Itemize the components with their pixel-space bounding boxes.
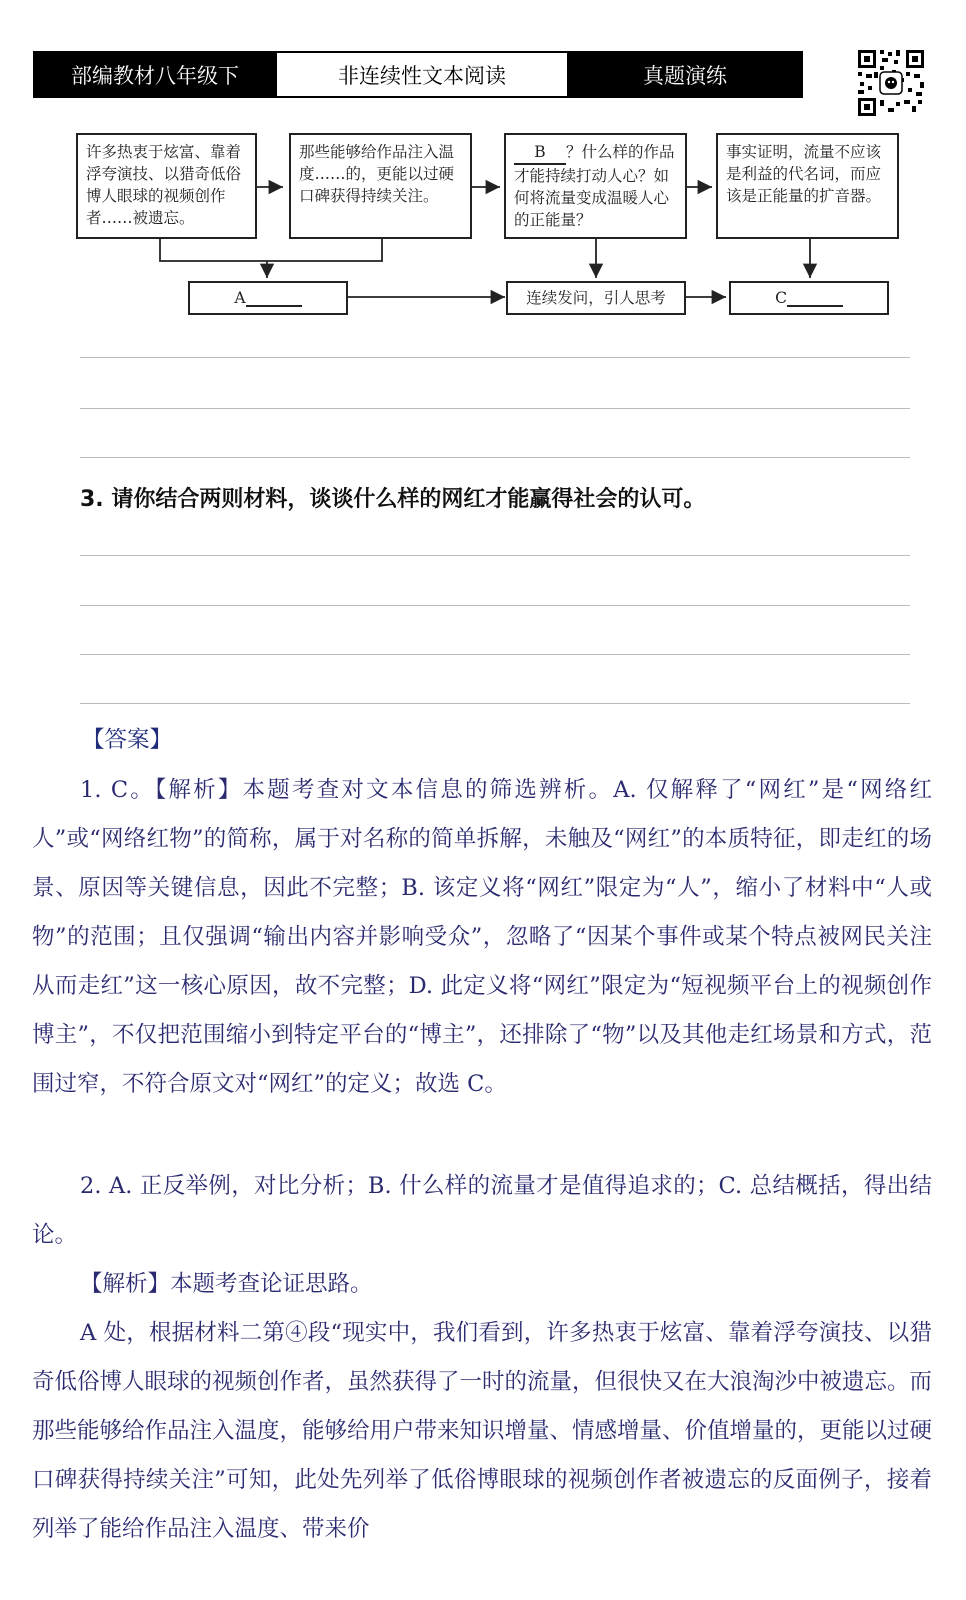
- flow-box-positive-example: 那些能够给作品注入温度……的，更能以过硬口碑获得持续关注。: [289, 133, 472, 239]
- blank-b: B: [514, 141, 566, 165]
- answer-line: [80, 605, 910, 606]
- analysis-title: 【解析】本题考查论证思路。: [80, 1271, 373, 1297]
- answer-2: 2. A. 正反举例，对比分析；B. 什么样的流量才是值得追求的；C. 总结概括，得出结论。: [32, 1173, 932, 1248]
- blank-a-label: A: [234, 289, 246, 307]
- analysis-text: A 处，根据材料二第④段“现实中，我们看到，许多热衷于炫富、靠着浮夸演技、以猎奇低俗博人眼球的视频创作者，虽然获得了一时的流量，但很快又在大浪淘沙中被遗忘。而那些能够给作品注入温度，能够给用户带来知识增量、情感增量、价值增量的，更能以过硬口碑获得持续关注”可知，此处先列举了低俗博眼球的视频创作者被遗忘的反面例子，接着列举了能给作品注入温度、带来价: [32, 1320, 933, 1542]
- flow-box-questions: [504, 133, 687, 239]
- answer-line: [80, 357, 910, 358]
- question-3: 3. 请你结合两则材料，谈谈什么样的网红才能赢得社会的认可。: [80, 487, 706, 512]
- flow-box-questions-text: ？什么样的作品才能持续打动人心？如何将流量变成温暖人心的正能量？: [514, 143, 675, 229]
- answer-1: 1. C。【解析】本题考查对文本信息的筛选辨析。A. 仅解释了“网红”是“网络红人”或“网络红物”的简称，属于对名称的简单拆解，未触及“网红”的本质特征，即走红的场景、原因等关键信息，因此不完整；B. 该定义将“网红”限定为“人”，缩小了材料中“人或物”的范围；且仅强调“输出内容并影响受众”，忽略了“因某个事件或某个特点被网民关注从而走红”这一核心原因，故不完整；D. 此定义将“网红”限定为“短视频平台上的视频创作博主”，不仅把范围缩小到特定平台的“博主”，还排除了“物”以及其他走红场景和方式，范围过窄，不符合原文对“网红”的定义；故选 C。: [32, 777, 932, 1097]
- header-grade: 部编教材八年级下: [35, 53, 275, 96]
- answer-line: [80, 457, 910, 458]
- blank-a-line: [246, 289, 302, 307]
- flow-box-a: [188, 281, 348, 315]
- header-section: 真题演练: [569, 53, 801, 96]
- answer-line: [80, 703, 910, 704]
- flow-box-negative-example: 许多热衷于炫富、靠着浮夸演技、以猎奇低俗博人眼球的视频创作者……被遗忘。: [76, 133, 257, 239]
- blank-c-label: C: [775, 289, 787, 307]
- flow-box-method: 连续发问，引人思考: [506, 281, 686, 315]
- answer-line: [80, 654, 910, 655]
- answer-line: [80, 555, 910, 556]
- header-topic: 非连续性文本阅读: [275, 53, 569, 96]
- answer-line: [80, 408, 910, 409]
- blank-c-line: [787, 289, 843, 307]
- answer-title: 【答案】: [82, 727, 173, 753]
- flow-box-c: [729, 281, 889, 315]
- flow-box-conclusion: 事实证明，流量不应该是利益的代名词，而应该是正能量的扩音器。: [716, 133, 899, 239]
